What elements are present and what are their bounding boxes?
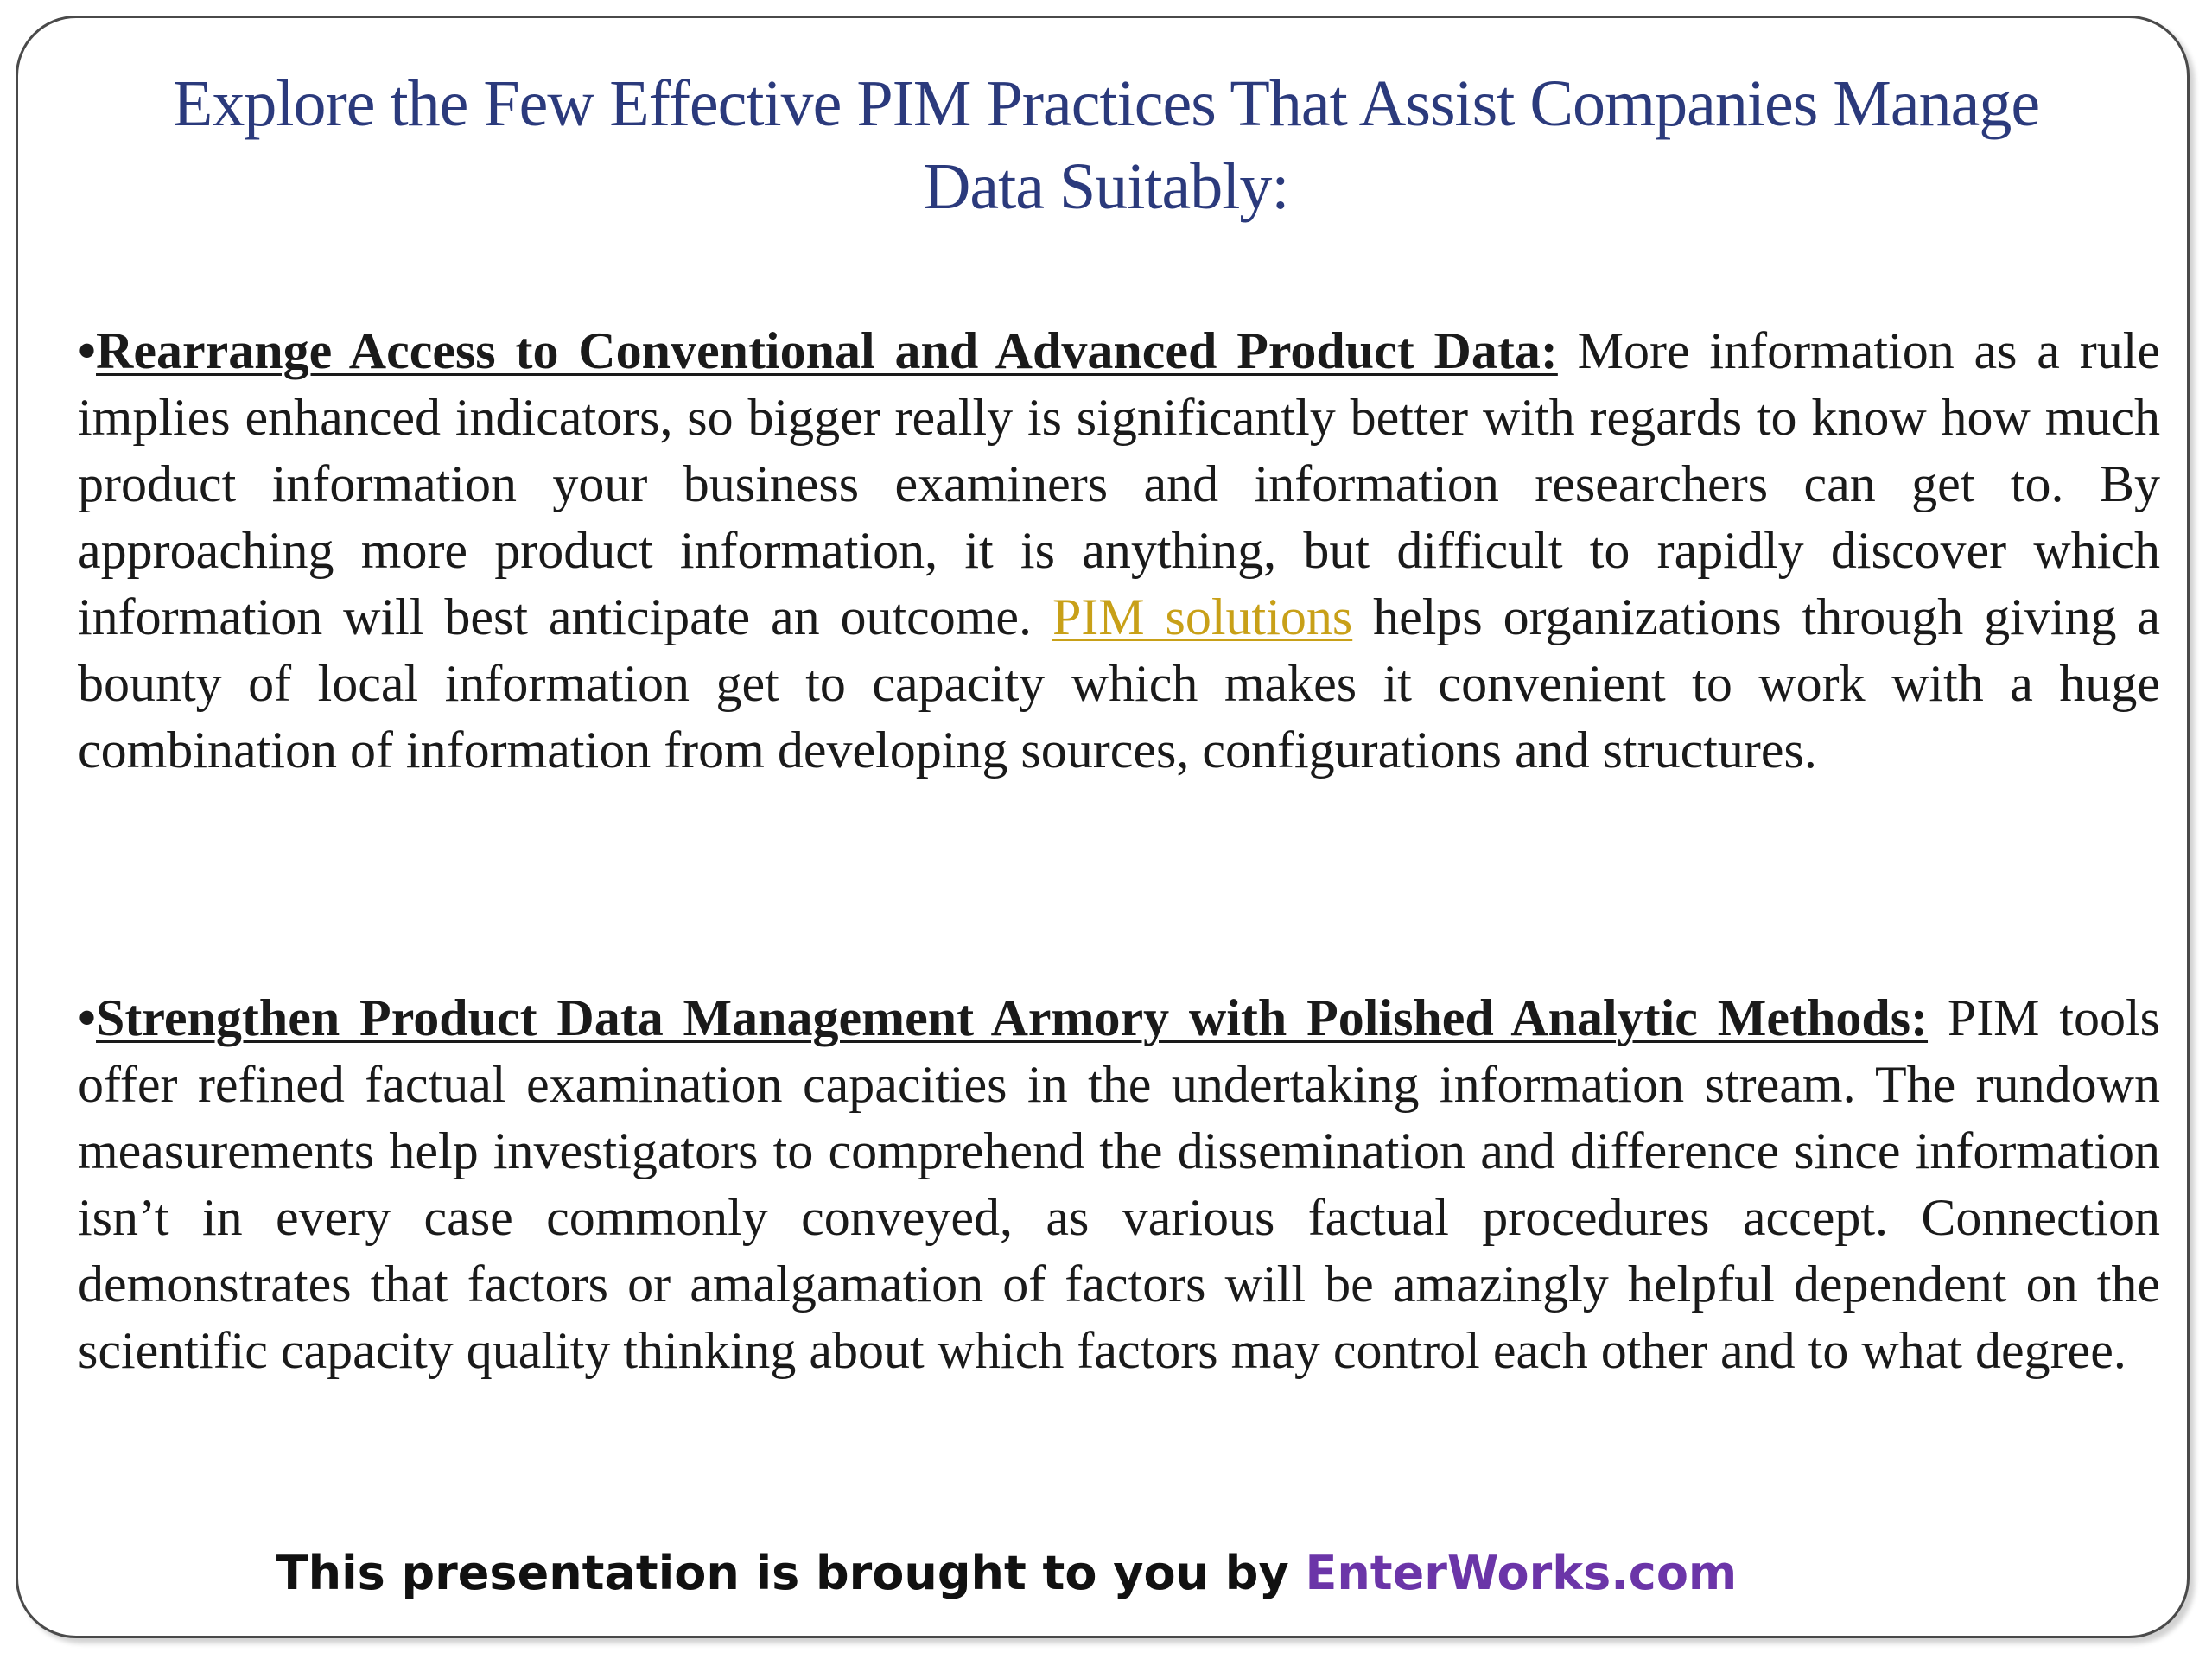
practice-text-1b: helps organizations through giving a bounty of local information get to capacity which makes it convenient to work with a huge combination of information from developing sources, configurations and structures. — [78, 588, 2160, 779]
practice-heading-1: Rearrange Access to Conventional and Advanced Product Data: — [96, 322, 1558, 379]
footer-brand-link[interactable]: EnterWorks.com — [1305, 1546, 1738, 1600]
bullet-icon: • — [78, 989, 97, 1046]
practice-paragraph-1 — [78, 318, 2160, 784]
footer-credit — [0, 1543, 2013, 1604]
practice-text-2: PIM tools offer refined factual examination capacities in the undertaking information stream. The rundown measurements help investigators to comprehend the dissemination and difference since information isn’t in every case commonly conveyed, as various factual procedures accept. Connection demonstrates that factors or amalgamation of factors will be amazingly helpful dependent on the scientific capacity quality thinking about which factors may control each other and to what degree. — [78, 989, 2161, 1379]
bullet-icon: • — [78, 322, 97, 379]
title-line-2: Data Suitably: — [923, 150, 1289, 223]
footer-prefix: This presentation is brought to you by — [276, 1546, 1306, 1600]
pim-solutions-link[interactable]: PIM solutions — [1052, 588, 1353, 645]
page-title — [86, 62, 2126, 228]
practice-text-1a: More information as a rule implies enhanced indicators, so bigger really is significantly better with regards to know how much product information your business examiners and information researchers can get to. By approaching more product information, it is anything, but difficult to rapidly discover which information will best anticipate an outcome. — [78, 322, 2161, 645]
slide-frame — [16, 16, 2190, 1638]
practice-heading-2: Strengthen Product Data Management Armory with Polished Analytic Methods: — [96, 989, 1929, 1046]
practice-paragraph-2 — [78, 985, 2160, 1384]
title-line-1: Explore the Few Effective PIM Practices That Assist Companies Manage — [172, 67, 2040, 140]
